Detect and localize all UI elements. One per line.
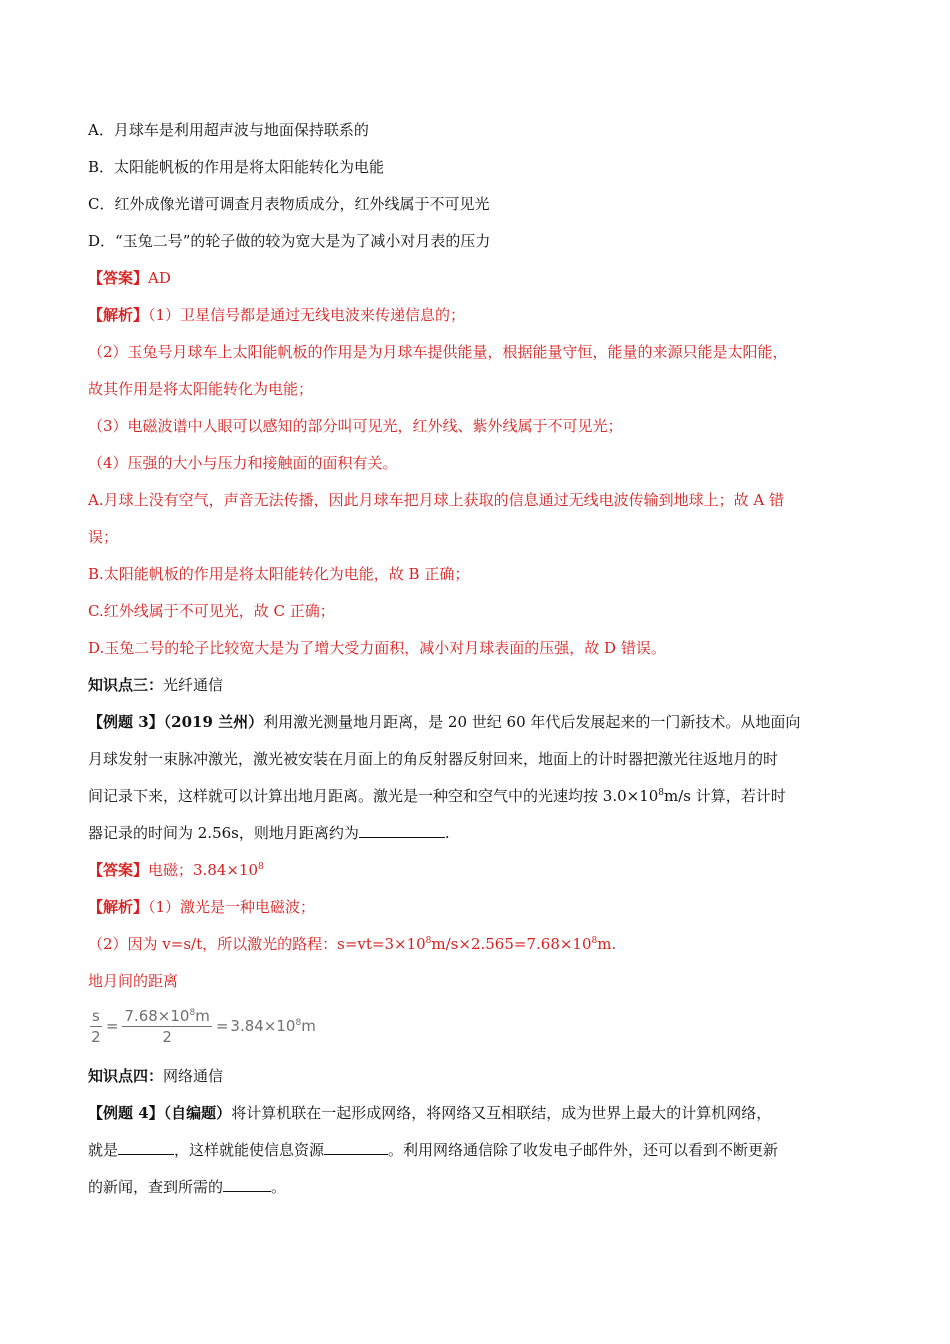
example-text: 利用激光测量地月距离，是 20 世纪 60 年代后发展起来的一门新技术。从地面向 xyxy=(263,713,801,731)
analysis-label: 【解析】 xyxy=(88,898,149,916)
answer-value: 电磁；3.84×10 xyxy=(148,861,259,879)
formula-unit: m xyxy=(195,1006,210,1025)
document-page xyxy=(88,112,888,1206)
analysis-1-p2a: （2）玉兔号月球车上太阳能帆板的作用是为月球车提供能量，根据能量守恒，能量的来源只能是太阳能， xyxy=(88,343,788,361)
exponent: 8 xyxy=(189,1007,196,1018)
analysis-text: m/s×2.565=7.68×10 xyxy=(431,935,592,953)
example-text: 就是 xyxy=(88,1141,119,1159)
option-b: B．太阳能帆板的作用是将太阳能转化为电能 xyxy=(88,158,385,176)
fraction-numerator xyxy=(122,1007,211,1027)
analysis-1-pA-b: 误； xyxy=(88,528,119,546)
answer-blank[interactable] xyxy=(118,1136,174,1155)
example-text: . xyxy=(444,824,450,842)
analysis-1-p4: （4）压强的大小与压力和接触面的面积有关。 xyxy=(88,454,398,472)
analysis-1-pA-a: A.月球上没有空气，声音无法传播，因此月球车把月球上获取的信息通过无线电波传输到地球上；故 A 错 xyxy=(88,491,784,509)
analysis-label: 【解析】 xyxy=(88,306,149,324)
exponent: 8 xyxy=(658,788,665,798)
analysis-1-p2b: 故其作用是将太阳能转化为电能； xyxy=(88,380,314,398)
formula-text: 7.68×10 xyxy=(124,1006,190,1025)
example-4-l2 xyxy=(88,1132,888,1169)
kp-label: 知识点三： xyxy=(88,676,164,694)
exponent: 8 xyxy=(258,862,264,872)
analysis-1-p1 xyxy=(88,297,888,334)
answer-label: 【答案】 xyxy=(88,269,149,287)
equals-sign: = xyxy=(105,1017,119,1035)
analysis-text: （1）卫星信号都是通过无线电波来传递信息的； xyxy=(148,306,466,324)
kp-label: 知识点四： xyxy=(88,1067,164,1085)
example-text: 。 xyxy=(271,1178,287,1196)
example-4-l1 xyxy=(88,1095,888,1132)
kp-text: 光纤通信 xyxy=(163,676,224,694)
example-source: （2019 兰州） xyxy=(163,713,264,731)
fraction-denominator: 2 xyxy=(91,1027,101,1046)
analysis-3-p1 xyxy=(88,889,888,926)
kp-text: 网络通信 xyxy=(163,1067,224,1085)
answer-3 xyxy=(88,852,888,889)
fraction-denominator: 2 xyxy=(162,1027,172,1046)
example-text: m/s 计算，若计时 xyxy=(664,787,786,805)
analysis-text: m. xyxy=(597,935,617,953)
exponent: 8 xyxy=(591,936,598,946)
formula-result xyxy=(230,1017,315,1035)
analysis-1-p3: （3）电磁波谱中人眼可以感知的部分叫可见光，红外线、紫外线属于不可见光； xyxy=(88,417,623,435)
answer-blank[interactable] xyxy=(223,1173,271,1192)
knowledge-point-4 xyxy=(88,1058,888,1095)
example-source: （自编题） xyxy=(163,1104,232,1122)
example-text: 的新闻，查到所需的 xyxy=(88,1178,224,1196)
exponent: 8 xyxy=(425,936,432,946)
example-text: 器记录的时间为 2.56s，则地月距离约为 xyxy=(88,824,359,842)
example-text: 将计算机联在一起形成网络，将网络又互相联结，成为世界上最大的计算机网络， xyxy=(231,1104,772,1122)
fraction-numerator: s xyxy=(92,1006,100,1025)
formula-unit: m xyxy=(301,1017,316,1035)
example-label: 【例题 4】 xyxy=(88,1104,164,1122)
example-4-l3 xyxy=(88,1169,888,1206)
answer-blank[interactable] xyxy=(324,1136,388,1155)
knowledge-point-3 xyxy=(88,667,888,704)
analysis-1-pB: B.太阳能帆板的作用是将太阳能转化为电能，故 B 正确； xyxy=(88,565,470,583)
example-text: ，这样就能使信息资源 xyxy=(174,1141,325,1159)
analysis-1-pC: C.红外线属于不可见光，故 C 正确； xyxy=(88,602,335,620)
answer-label: 【答案】 xyxy=(88,861,149,879)
formula-text: 3.84×10 xyxy=(230,1017,296,1035)
example-text: 。利用网络通信除了收发电子邮件外，还可以看到不断更新 xyxy=(388,1141,779,1159)
example-text: 间记录下来，这样就可以计算出地月距离。激光是一种空和空气中的光速均按 3.0×10 xyxy=(88,787,659,805)
analysis-1-pD: D.玉兔二号的轮子比较宽大是为了增大受力面积，减小对月球表面的压强，故 D 错误。 xyxy=(88,639,666,657)
option-c: C．红外成像光谱可调查月表物质成分，红外线属于不可见光 xyxy=(88,195,490,213)
example-3-l4 xyxy=(88,815,888,852)
answer-value: AD xyxy=(148,269,171,287)
analysis-text: （1）激光是一种电磁波； xyxy=(148,898,316,916)
analysis-3-p3: 地月间的距离 xyxy=(88,972,179,990)
exponent: 8 xyxy=(295,1018,302,1028)
option-d: D．“玉兔二号”的轮子做的较为宽大是为了减小对月表的压力 xyxy=(88,232,491,250)
fraction-s-over-2 xyxy=(90,1007,102,1046)
example-3-l2: 月球发射一束脉冲激光，激光被安装在月面上的角反射器反射回来，地面上的计时器把激光往返地月的时 xyxy=(88,750,779,768)
answer-blank[interactable] xyxy=(359,819,445,838)
analysis-3-p2 xyxy=(88,926,888,963)
fraction-distance-over-2 xyxy=(122,1007,211,1046)
analysis-text: （2）因为 v=s/t，所以激光的路程：s=vt=3×10 xyxy=(88,935,426,953)
answer-1 xyxy=(88,260,888,297)
distance-formula xyxy=(88,1002,888,1050)
example-3-l1 xyxy=(88,704,888,741)
option-a: A．月球车是利用超声波与地面保持联系的 xyxy=(88,121,369,139)
example-label: 【例题 3】 xyxy=(88,713,164,731)
example-3-l3 xyxy=(88,778,888,815)
equals-sign: = xyxy=(215,1017,229,1035)
